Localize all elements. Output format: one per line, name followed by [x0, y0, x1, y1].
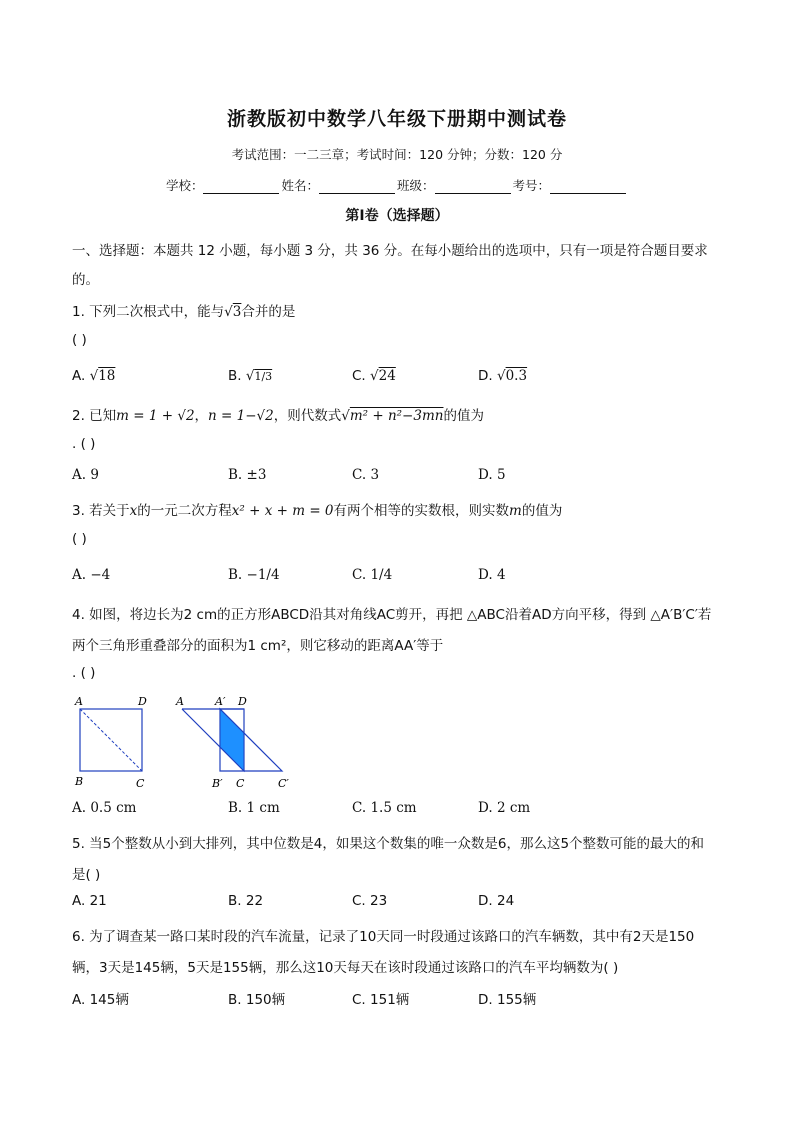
q4-option-c[interactable]: C. 1.5 cm	[352, 800, 417, 816]
class-blank[interactable]	[435, 181, 511, 194]
q5-option-c[interactable]: C. 23	[352, 893, 388, 909]
label-b-prime: B′	[212, 777, 223, 790]
q6-stem-line-2: 辆，3天是145辆，5天是155辆，那么这10天每天在该时段通过该路口的汽车平均辆数为( )	[72, 960, 619, 976]
q1-option-d[interactable]: D. √0.3	[478, 368, 528, 384]
label-b: B	[75, 775, 84, 788]
name-blank[interactable]	[319, 181, 395, 194]
section-title: 第Ⅰ卷（选择题）	[345, 208, 449, 224]
q2-paren: . ( )	[72, 436, 96, 452]
q3-option-c[interactable]: C. 1/4	[352, 567, 393, 583]
q4-stem-line-1: 4. 如图，将边长为2 cm的正方形ABCD沿其对角线AC剪开，再把 △ABC沿着AD方向平移，得到 △A′B′C′若	[72, 607, 712, 623]
q3-stem: 3. 若关于x的一元二次方程x² + x + m = 0有两个相等的实数根，则实数m的值为	[72, 503, 563, 519]
label-a-2: A	[176, 695, 184, 708]
sqrt-icon: √	[224, 304, 233, 320]
q5-option-a[interactable]: A. 21	[72, 893, 107, 909]
instructions-line-1: 一、选择题：本题共 12 小题，每小题 3 分，共 36 分。在每小题给出的选项中，只有一项是符合题目要求	[72, 243, 708, 259]
school-blank[interactable]	[203, 181, 279, 194]
q1-paren: ( )	[72, 332, 87, 348]
q2-m-expr: m = 1 + √2	[116, 408, 195, 424]
class-label: 班级：	[397, 178, 435, 193]
q1-option-a[interactable]: A. √18	[72, 368, 116, 384]
q2-option-c[interactable]: C. 3	[352, 467, 380, 483]
q1-pre: 1. 下列二次根式中，能与	[72, 304, 225, 320]
q4-option-a[interactable]: A. 0.5 cm	[72, 800, 137, 816]
q2-root-expr: m² + n²−3mn	[349, 408, 444, 424]
number-blank[interactable]	[550, 181, 626, 194]
q4-option-b[interactable]: B. 1 cm	[228, 800, 280, 816]
q2-option-a[interactable]: A. 9	[72, 467, 99, 483]
q3-equation: x² + x + m = 0	[231, 503, 334, 519]
q3-option-d[interactable]: D. 4	[478, 567, 506, 583]
q5-option-d[interactable]: D. 24	[478, 893, 515, 909]
q4-paren: . ( )	[72, 665, 96, 681]
student-info-line	[0, 176, 794, 194]
q6-option-d[interactable]: D. 155辆	[478, 992, 537, 1008]
label-a: A	[75, 695, 83, 708]
q2-stem: 2. 已知m = 1 + √2，n = 1−√2，则代数式√m² + n²−3mn的值为	[72, 408, 484, 424]
q3-option-b[interactable]: B. −1/4	[228, 567, 280, 583]
q4-figure-svg	[72, 693, 312, 793]
q6-option-a[interactable]: A. 145辆	[72, 992, 129, 1008]
q1-option-b[interactable]: B. √1/3	[228, 368, 273, 384]
q6-option-c[interactable]: C. 151辆	[352, 992, 410, 1008]
number-label: 考号：	[512, 178, 551, 193]
school-label: 学校：	[165, 178, 204, 193]
q3-paren: ( )	[72, 531, 87, 547]
name-label: 姓名：	[281, 178, 319, 193]
q5-stem-line-1: 5. 当5个整数从小到大排列，其中位数是4，如果这个数集的唯一众数是6，那么这5个整数可能的最大的和	[72, 836, 705, 852]
diagonal-ac	[80, 709, 142, 771]
q1-stem	[72, 300, 295, 320]
q2-option-d[interactable]: D. 5	[478, 467, 506, 483]
instructions-line-2: 的。	[72, 272, 99, 288]
overlap-region	[220, 709, 244, 771]
q6-stem-line-1: 6. 为了调查某一路口某时段的汽车流量，记录了10天同一时段通过该路口的汽车辆数，其中有2天是150	[72, 929, 695, 945]
label-c-prime: C′	[278, 777, 289, 790]
q6-option-b[interactable]: B. 150辆	[228, 992, 286, 1008]
label-d-2: D	[238, 695, 247, 708]
q5-stem-line-2: 是( )	[72, 867, 101, 883]
q4-option-d[interactable]: D. 2 cm	[478, 800, 531, 816]
square-abcd	[80, 709, 142, 771]
q2-n-expr: n = 1−√2	[208, 408, 274, 424]
exam-title: 浙教版初中数学八年级下册期中测试卷	[226, 108, 567, 130]
q4-stem-line-2: 两个三角形重叠部分的面积为1 cm²，则它移动的距离AA′等于	[72, 638, 444, 654]
q3-option-a[interactable]: A. −4	[72, 567, 111, 583]
label-c-2: C	[236, 777, 245, 790]
label-c: C	[136, 777, 145, 790]
q2-option-b[interactable]: B. ±3	[228, 467, 267, 483]
q4-figure	[72, 693, 312, 797]
q5-option-b[interactable]: B. 22	[228, 893, 264, 909]
exam-subtitle: 考试范围：一二三章；考试时间：120 分钟；分数：120 分	[231, 147, 563, 162]
q1-post: 合并的是	[241, 304, 296, 320]
q1-root: 3	[232, 304, 242, 320]
label-a-prime: A′	[215, 695, 226, 708]
q1-option-c[interactable]: C. √24	[352, 368, 396, 384]
label-d: D	[138, 695, 147, 708]
